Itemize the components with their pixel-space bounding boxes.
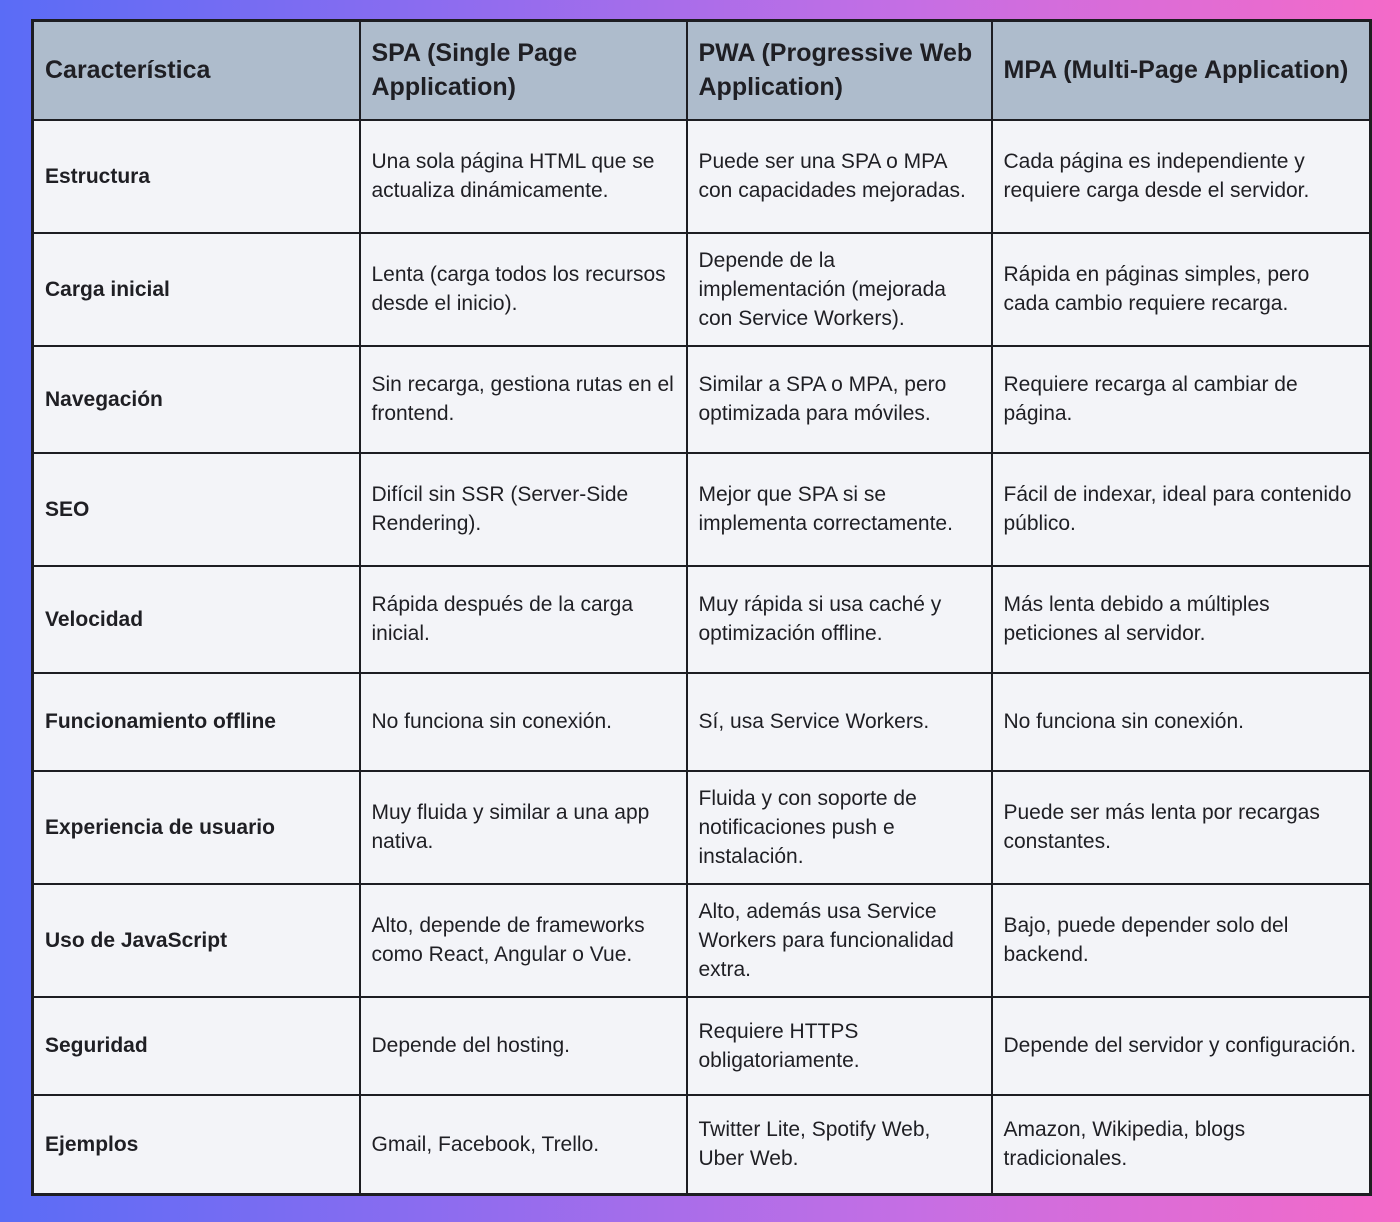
- table-row: [33, 120, 1371, 233]
- table-row: [33, 346, 1371, 453]
- comparison-table: [31, 19, 1372, 1196]
- spa-cell: Difícil sin SSR (Server-Side Rendering).: [360, 453, 687, 566]
- header-mpa: MPA (Multi-Page Application): [992, 21, 1371, 120]
- comparison-table-container: [31, 19, 1369, 1193]
- pwa-cell: Puede ser una SPA o MPA con capacidades mejoradas.: [687, 120, 992, 233]
- table-row: [33, 673, 1371, 771]
- table-row: [33, 997, 1371, 1095]
- spa-cell: Sin recarga, gestiona rutas en el frontend.: [360, 346, 687, 453]
- row-feature: Ejemplos: [33, 1095, 360, 1195]
- spa-cell: Lenta (carga todos los recursos desde el inicio).: [360, 233, 687, 346]
- row-feature: Navegación: [33, 346, 360, 453]
- mpa-cell: No funciona sin conexión.: [992, 673, 1371, 771]
- pwa-cell: Alto, además usa Service Workers para funcionalidad extra.: [687, 884, 992, 997]
- mpa-cell: Depende del servidor y configuración.: [992, 997, 1371, 1095]
- pwa-cell: Depende de la implementación (mejorada con Service Workers).: [687, 233, 992, 346]
- mpa-cell: Cada página es independiente y requiere carga desde el servidor.: [992, 120, 1371, 233]
- spa-cell: Depende del hosting.: [360, 997, 687, 1095]
- row-feature: Velocidad: [33, 566, 360, 673]
- mpa-cell: Puede ser más lenta por recargas constantes.: [992, 771, 1371, 884]
- row-feature: Carga inicial: [33, 233, 360, 346]
- mpa-cell: Bajo, puede depender solo del backend.: [992, 884, 1371, 997]
- row-feature: Seguridad: [33, 997, 360, 1095]
- spa-cell: Gmail, Facebook, Trello.: [360, 1095, 687, 1195]
- spa-cell: No funciona sin conexión.: [360, 673, 687, 771]
- pwa-cell: Mejor que SPA si se implementa correctamente.: [687, 453, 992, 566]
- spa-cell: Una sola página HTML que se actualiza dinámicamente.: [360, 120, 687, 233]
- pwa-cell: Muy rápida si usa caché y optimización offline.: [687, 566, 992, 673]
- row-feature: Estructura: [33, 120, 360, 233]
- row-feature: Experiencia de usuario: [33, 771, 360, 884]
- spa-cell: Alto, depende de frameworks como React, Angular o Vue.: [360, 884, 687, 997]
- pwa-cell: Fluida y con soporte de notificaciones push e instalación.: [687, 771, 992, 884]
- table-row: [33, 566, 1371, 673]
- row-feature: SEO: [33, 453, 360, 566]
- row-feature: Funcionamiento offline: [33, 673, 360, 771]
- mpa-cell: Más lenta debido a múltiples peticiones al servidor.: [992, 566, 1371, 673]
- header-pwa: PWA (Progressive Web Application): [687, 21, 992, 120]
- spa-cell: Muy fluida y similar a una app nativa.: [360, 771, 687, 884]
- table-row: [33, 1095, 1371, 1195]
- mpa-cell: Amazon, Wikipedia, blogs tradicionales.: [992, 1095, 1371, 1195]
- pwa-cell: Twitter Lite, Spotify Web, Uber Web.: [687, 1095, 992, 1195]
- table-row: [33, 884, 1371, 997]
- row-feature: Uso de JavaScript: [33, 884, 360, 997]
- header-caracteristica: Característica: [33, 21, 360, 120]
- spa-cell: Rápida después de la carga inicial.: [360, 566, 687, 673]
- header-row: [33, 21, 1371, 120]
- mpa-cell: Requiere recarga al cambiar de página.: [992, 346, 1371, 453]
- pwa-cell: Similar a SPA o MPA, pero optimizada para móviles.: [687, 346, 992, 453]
- header-spa: SPA (Single Page Application): [360, 21, 687, 120]
- table-row: [33, 233, 1371, 346]
- mpa-cell: Rápida en páginas simples, pero cada cambio requiere recarga.: [992, 233, 1371, 346]
- pwa-cell: Sí, usa Service Workers.: [687, 673, 992, 771]
- table-row: [33, 771, 1371, 884]
- pwa-cell: Requiere HTTPS obligatoriamente.: [687, 997, 992, 1095]
- table-row: [33, 453, 1371, 566]
- mpa-cell: Fácil de indexar, ideal para contenido público.: [992, 453, 1371, 566]
